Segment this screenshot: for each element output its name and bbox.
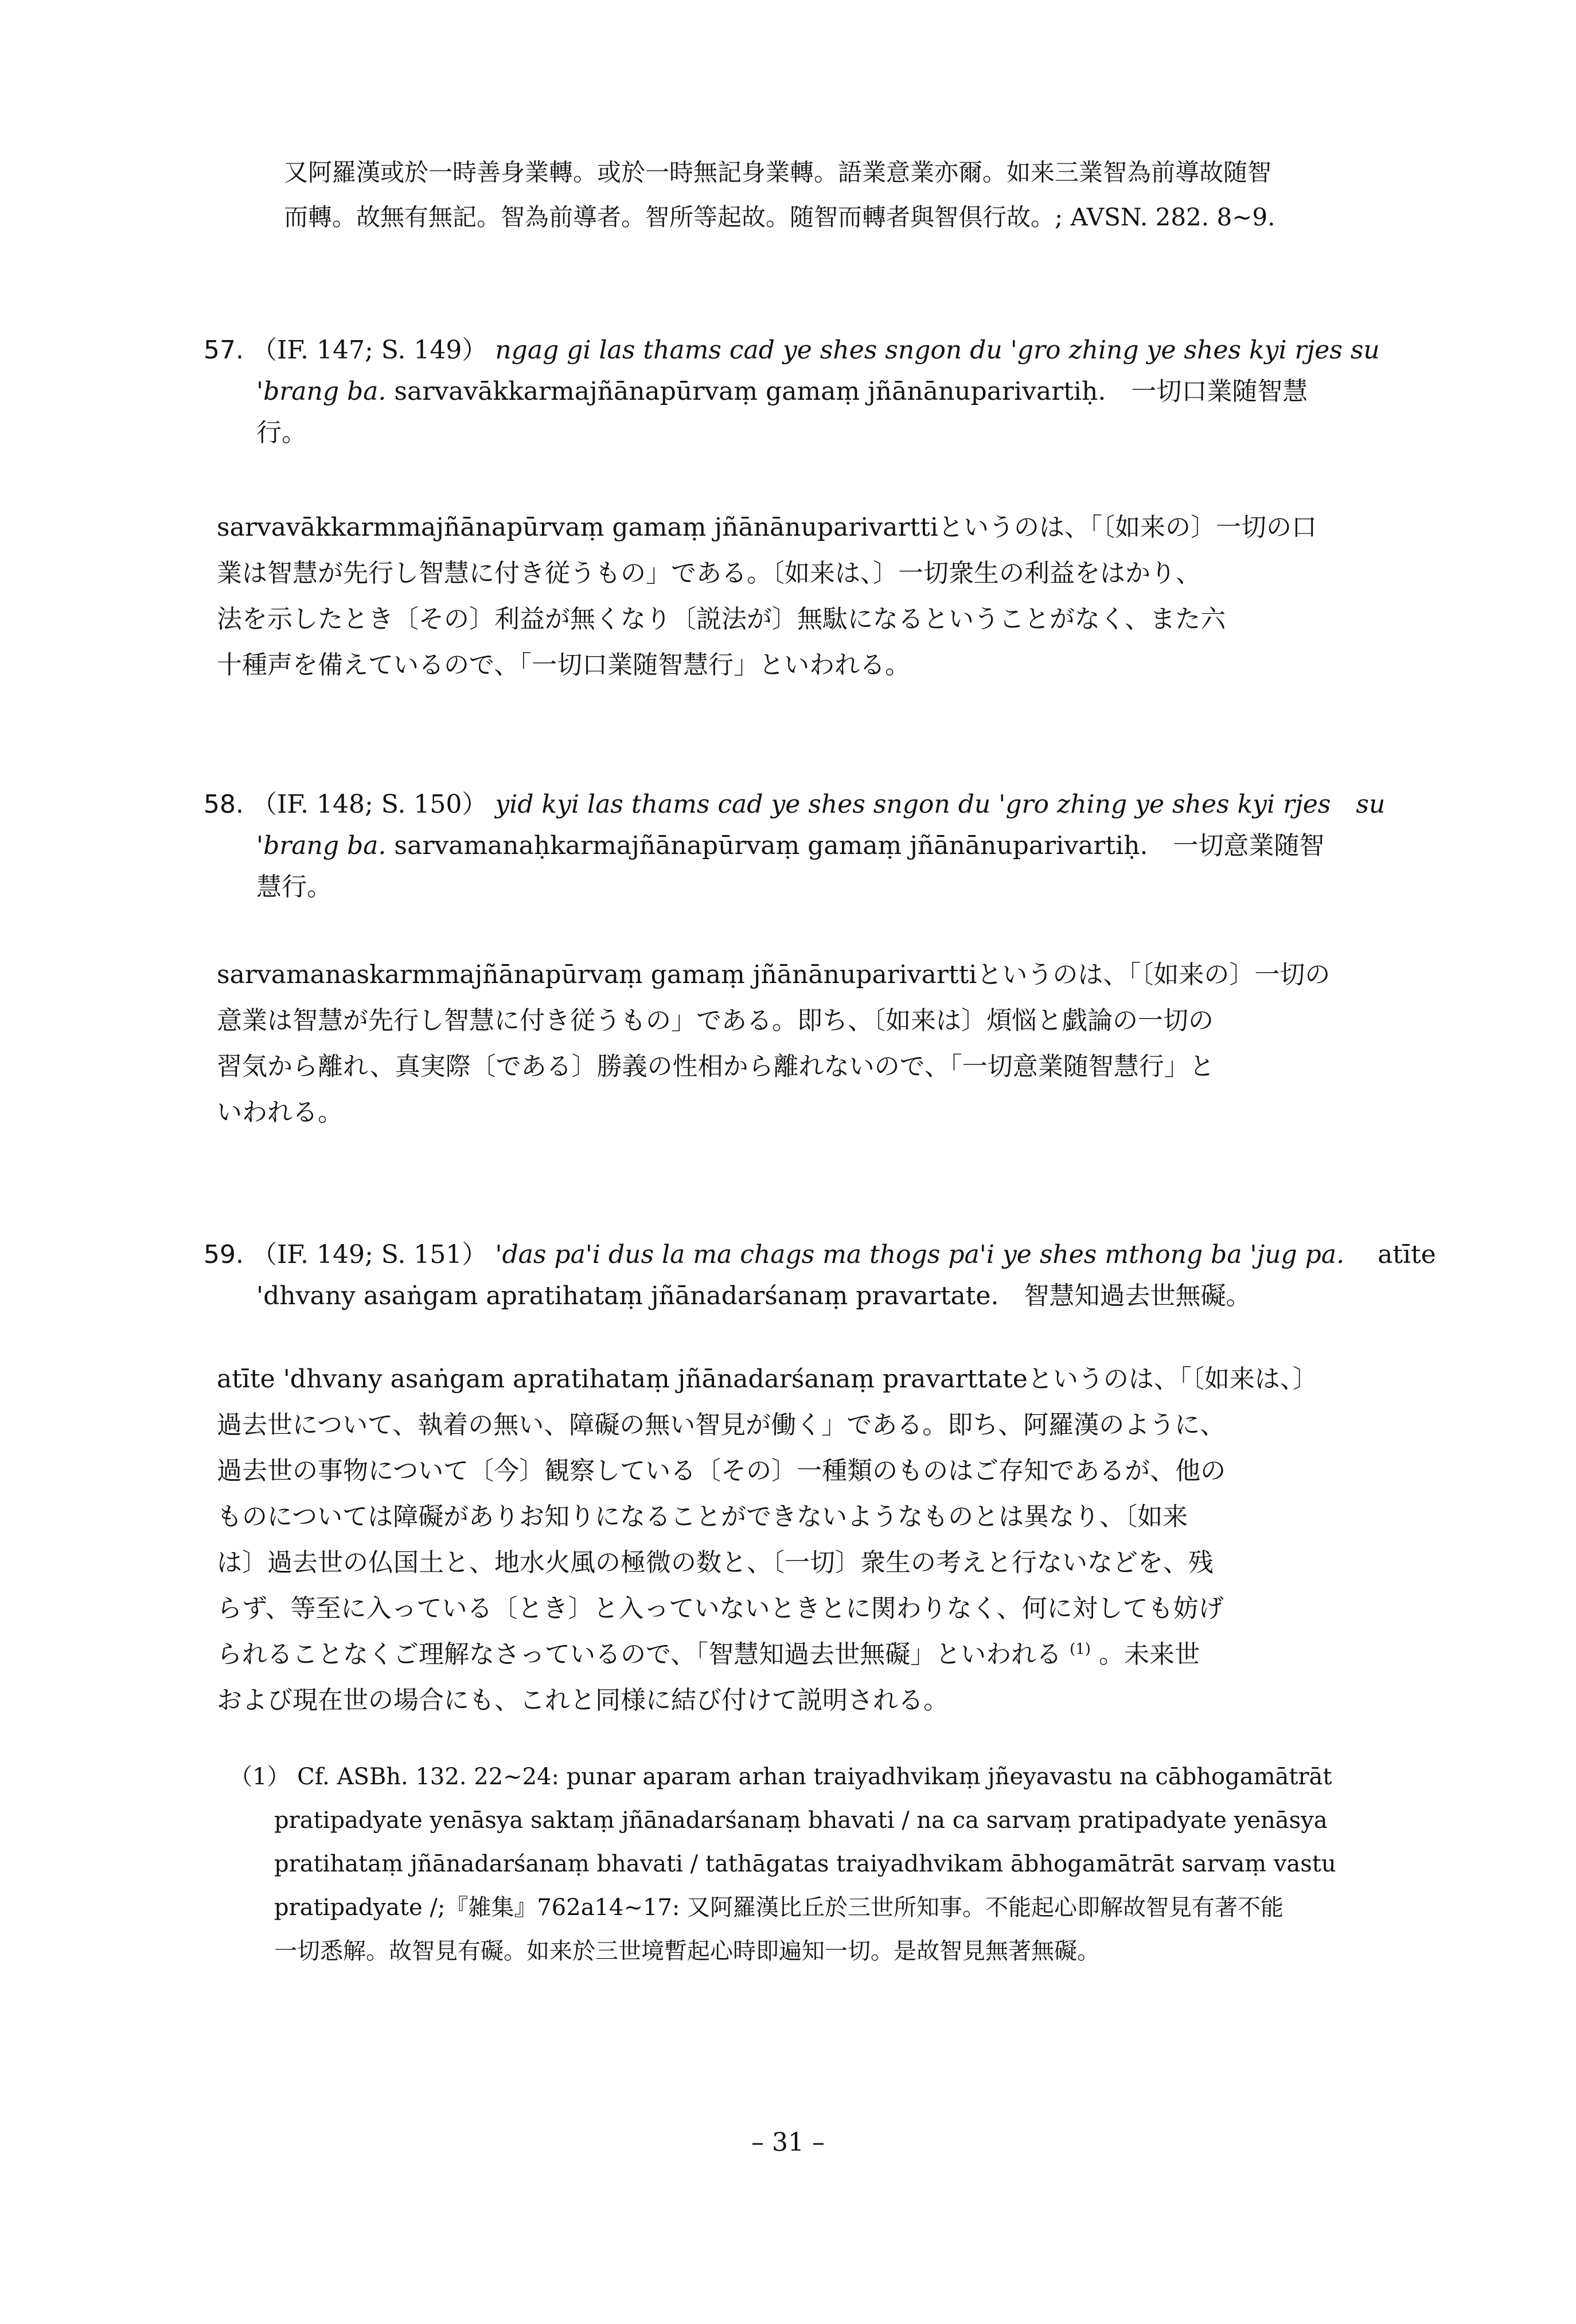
- sanskrit-text: 'dhvany asaṅgam apratihataṃ jñānadarśanaṃ pravartate. 智慧知過去世無礙。: [256, 1281, 1251, 1311]
- section-59-heading: [204, 1234, 1436, 1317]
- section-number: 59.: [204, 1240, 244, 1269]
- chinese-text: 行。: [256, 418, 307, 447]
- footnote-line: pratihataṃ jñānadarśanaṃ bhavati / tathāgatas traiyadhvikam ābhogamātrāt sarvaṃ vastu: [274, 1851, 1336, 1877]
- body-line: 習気から離れ、真実際〔である〕勝義の性相から離れないので、「一切意業随智慧行」と: [217, 1052, 1215, 1081]
- section-59-body: [217, 1356, 1415, 1723]
- body-line: sarvamanaskarmmajñānapūrvaṃ gamaṃ jñānānuparivarttiというのは、「〔如来の〕一切の: [217, 960, 1331, 989]
- body-line: いわれる。: [217, 1098, 343, 1127]
- tibetan-text: 'das pa'i dus la ma chags ma thogs pa'i ye shes mthong ba 'jug pa.: [495, 1240, 1345, 1269]
- body-line: 過去世について、執着の無い、障礙の無い智見が働く」である。即ち、阿羅漢のように、: [217, 1410, 1226, 1440]
- section-58-heading: [204, 784, 1402, 908]
- body-line: atīte 'dhvany asaṅgam apratihataṃ jñānadarśanaṃ pravarttateというのは、「〔如来は、〕: [217, 1364, 1318, 1394]
- body-line: 十種声を備えているので、「一切口業随智慧行」といわれる。: [217, 650, 911, 680]
- body-line: 法を示したとき〔その〕利益が無くなり〔説法が〕無駄になるということがなく、また六: [217, 605, 1226, 634]
- footnote-line: pratipadyate /;『雑集』762a14~17: 又阿羅漢比丘於三世所知事。不能起心即解故智見有著不能: [274, 1894, 1284, 1921]
- tibetan-text: 'brang ba.: [256, 377, 387, 406]
- sanskrit-text: atīte: [1352, 1240, 1436, 1269]
- body-line: 意業は智慧が先行し智慧に付き従うもの」である。即ち、〔如来は〕煩悩と戯論の一切の: [217, 1006, 1214, 1035]
- section-ref: （IF. 148; S. 150）: [251, 790, 487, 819]
- footnote-line: Cf. ASBh. 132. 22~24: punar aparam arhan traiyadhvikaṃ jñeyavastu na cābhogamātrāt: [297, 1764, 1332, 1790]
- footnote-line: pratipadyate yenāsya saktaṃ jñānadarśanaṃ bhavati / na ca sarvaṃ pratipadyate yenāsya: [274, 1807, 1328, 1834]
- body-line: 過去世の事物について〔今〕観察している〔その〕一種類のものはご存知であるが、他の: [217, 1456, 1226, 1485]
- page-number: – 31 –: [751, 2128, 825, 2157]
- body-line: られることなくご理解なさっているので、「智慧知過去世無礙」といわれる: [217, 1640, 1062, 1669]
- tibetan-text: ngag gi las thams cad ye shes sngon du 'gro zhing ye shes kyi rjes su: [495, 336, 1380, 365]
- body-line-tail: 。未来世: [1098, 1640, 1200, 1669]
- footnote-label: （1）: [229, 1764, 290, 1790]
- top-note: [284, 150, 1425, 240]
- section-57-heading: [204, 330, 1402, 454]
- footnote: [229, 1755, 1411, 1973]
- chinese-text: 慧行。: [256, 872, 332, 902]
- body-line: ものについては障礙がありお知りになることができないようなものとは異なり、〔如来: [217, 1502, 1188, 1531]
- tibetan-text: yid kyi las thams cad ye shes sngon du 'gro zhing ye shes kyi rjes su: [495, 790, 1386, 819]
- body-line: sarvavākkarmmajñānapūrvaṃ gamaṃ jñānānuparivarttiというのは、「〔如来の〕一切の口: [217, 513, 1317, 542]
- section-ref: （IF. 147; S. 149）: [251, 336, 487, 365]
- body-line: は〕過去世の仏国土と、地水火風の極微の数と、〔一切〕衆生の考えと行ないなどを、残: [217, 1548, 1214, 1577]
- section-57-body: [217, 505, 1415, 688]
- footnote-marker: (1): [1070, 1640, 1091, 1658]
- footnote-line: 一切悉解。故智見有礙。如来於三世境暫起心時即遍知一切。是故智見無著無礙。: [274, 1938, 1100, 1964]
- sanskrit-text: sarvavākkarmajñānapūrvaṃ gamaṃ jñānānuparivartiḥ. 一切口業随智慧: [394, 377, 1308, 406]
- section-58-body: [217, 952, 1415, 1136]
- top-note-line: 而轉。故無有無記。智為前導者。智所等起故。随智而轉者與智倶行故。; AVSN. 282. 8~9.: [284, 203, 1275, 231]
- section-ref: （IF. 149; S. 151）: [251, 1240, 487, 1269]
- body-line: 業は智慧が先行し智慧に付き従うもの」である。〔如来は、〕一切衆生の利益をはかり、: [217, 559, 1201, 588]
- section-number: 57.: [204, 336, 244, 365]
- tibetan-text: 'brang ba.: [256, 831, 387, 860]
- sanskrit-text: sarvamanaḥkarmajñānapūrvaṃ gamaṃ jñānānuparivartiḥ. 一切意業随智: [394, 831, 1325, 860]
- body-line: らず、等至に入っている〔とき〕と入っていないときとに関わりなく、何に対しても妨げ: [217, 1594, 1224, 1623]
- top-note-line: 又阿羅漢或於一時善身業轉。或於一時無記身業轉。語業意業亦爾。如来三業智為前導故随智: [284, 158, 1272, 186]
- section-number: 58.: [204, 790, 244, 819]
- body-line: および現在世の場合にも、これと同様に結び付けて説明される。: [217, 1686, 949, 1715]
